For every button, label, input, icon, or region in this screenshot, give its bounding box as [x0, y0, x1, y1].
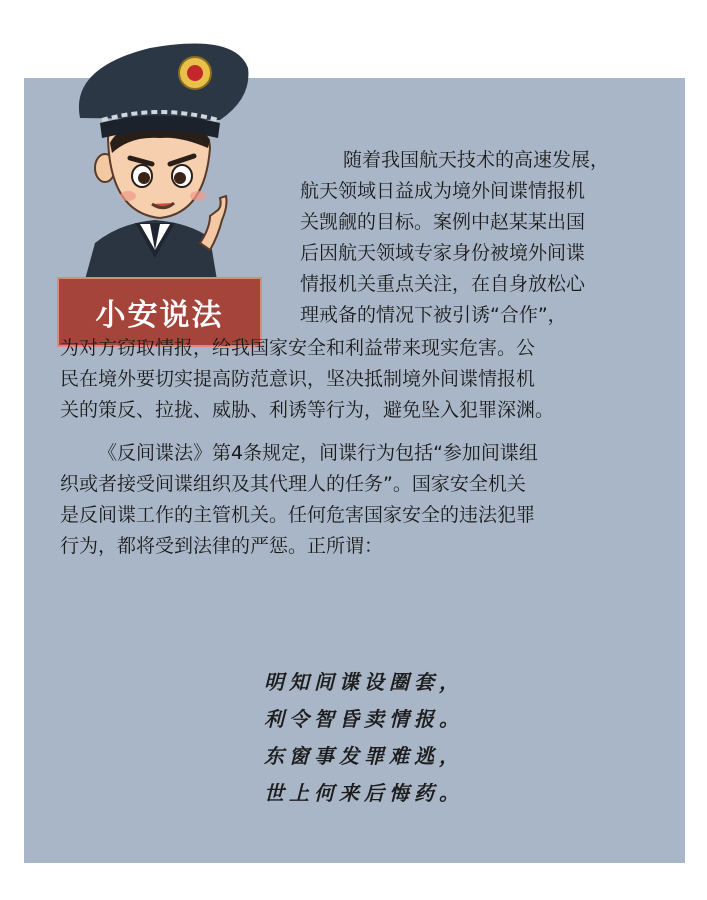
paragraph1-line-7: 为对方窃取情报，给我国家安全和利益带来现实危害。公 — [60, 337, 536, 359]
paragraph1-line-4: 后因航天领域专家身份被境外间谍 — [300, 242, 586, 264]
paragraph2-line-2: 织或者接受间谍组织及其代理人的任务”。国家安全机关 — [60, 473, 526, 495]
poem-line-3: 东窗事发罪难逃， — [264, 744, 464, 768]
paragraph2-line-3: 是反间谍工作的主管机关。任何危害国家安全的违法犯罪 — [60, 504, 536, 526]
paragraph1-line-6: 理戒备的情况下被引诱“合作”， — [300, 304, 567, 326]
paragraph1-line-5: 情报机关重点关注，在自身放松心 — [300, 273, 586, 295]
poem — [264, 664, 464, 812]
paragraph1-line-2: 航天领域日益成为境外间谍情报机 — [300, 180, 586, 202]
paragraph2-line-4: 行为，都将受到法律的严惩。正所谓： — [60, 535, 384, 557]
poem-line-2: 利令智昏卖情报。 — [264, 707, 464, 731]
paragraph1-line-9: 关的策反、拉拢、威胁、利诱等行为，避免坠入犯罪深渊。 — [60, 399, 555, 421]
paragraph2-line-1: 《反间谍法》第4条规定，间谍行为包括“参加间谍组 — [98, 442, 538, 464]
section-title: 小安说法 — [95, 298, 224, 333]
paragraph1-line-1: 随着我国航天技术的高速发展， — [343, 149, 610, 171]
poem-line-1: 明知间谍设圈套， — [264, 670, 464, 694]
police-mascot-illustration — [60, 28, 270, 298]
paragraph1-line-3: 关觊觎的目标。案例中赵某某出国 — [300, 211, 586, 233]
poem-line-4: 世上何来后悔药。 — [264, 781, 464, 805]
paragraph1-line-8: 民在境外要切实提高防范意识，坚决抵制境外间谍情报机 — [60, 368, 536, 390]
